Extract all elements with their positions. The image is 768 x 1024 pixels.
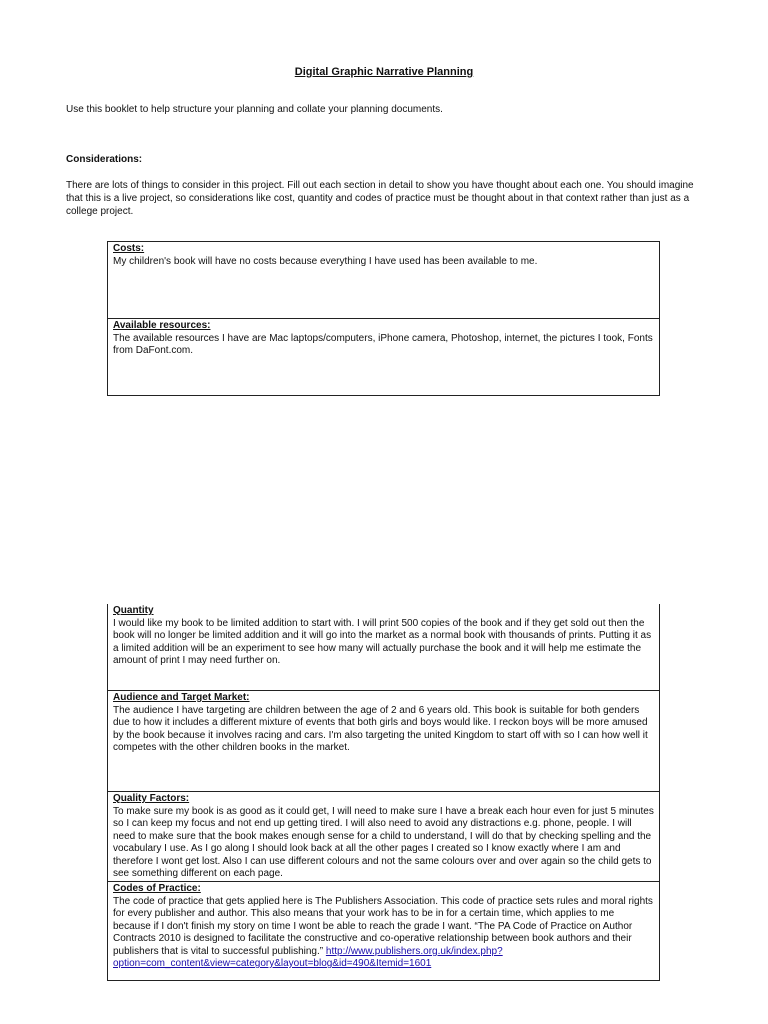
codes-text: The code of practice that gets applied here is The Publishers Association. This code of practice sets rules and moral rights for every publisher and author. This also means that your work has to be in for a certain time, which applies to me because if I don't finish my story on time I wont be able to reach the grade I want. “The PA Code of Practice on Author Contracts 2010 is designed to facilitate the constructive and co-operative relationship between book authors and their publishers that is vital to successful publishing.”	[113, 895, 653, 957]
publishers-link[interactable]: http://www.publishers.org.uk/index.php?option=com_content&view=category&layout=blog&id=490&Itemid=1601	[113, 945, 503, 969]
intro-text: Use this booklet to help structure your planning and collate your planning documents.	[66, 104, 443, 115]
quality-title: Quality Factors:	[113, 793, 190, 804]
costs-text: My children's book will have no costs because everything I have used has been available to me.	[113, 255, 538, 267]
planning-table-1	[107, 241, 660, 396]
considerations-text: There are lots of things to consider in this project. Fill out each section in detail to show you have thought about each one. You should imagine that this is a live project, so considerations like cost, quantity and codes of practice must be thought about in that context rather than just as a college project.	[66, 180, 694, 217]
quality-cell	[108, 791, 659, 881]
page-title: Digital Graphic Narrative Planning	[294, 66, 474, 78]
audience-cell	[108, 690, 659, 791]
quantity-title: Quantity	[113, 605, 154, 616]
resources-cell	[108, 318, 659, 358]
resources-title: Available resources:	[113, 320, 211, 331]
considerations-heading: Considerations:	[66, 154, 143, 165]
audience-text: The audience I have targeting are children between the age of 2 and 6 years old. This book is suitable for both genders due to how it includes a different mixture of events that both girls and boys would like. I reckon boys will be more amused by the book because it involves racing and cars. I'm also targeting the united Kingdom to start off with so I can how well it competes with the other children books in the market.	[113, 704, 648, 753]
codes-cell	[108, 881, 659, 971]
audience-title: Audience and Target Market:	[113, 692, 250, 703]
quality-text: To make sure my book is as good as it could get, I will need to make sure I have a break each hour even for just 5 minutes so I can keep my focus and not end up getting tired. I will also need to avoid any distractions e.g. phone, people. I will need to make sure that the book makes enough sense for a child to understand, I will do that by checking spelling and the vocabulary I use. As I go along I should look back at all the other pages I created so I know exactly where I am and therefore I wont get lost. Also I can use different colours and not the same colours over and over again so the child gets to see something different on each page.	[113, 805, 654, 879]
quantity-cell	[108, 604, 659, 690]
costs-cell	[108, 242, 659, 318]
costs-title: Costs:	[113, 243, 145, 254]
codes-title: Codes of Practice:	[113, 883, 201, 894]
resources-text: The available resources I have are Mac laptops/computers, iPhone camera, Photoshop, internet, the pictures I took, Fonts from DaFont.com.	[113, 332, 653, 356]
planning-table-2	[107, 604, 660, 981]
quantity-text: I would like my book to be limited addition to start with. I will print 500 copies of the book and if they get sold out then the book will no longer be limited addition and it will go into the market as a normal book with thousands of prints. Putting it as a limited addition will be an experiment to see how many will actually purchase the book and it will help me estimate the amount of print I may need further on.	[113, 617, 652, 666]
